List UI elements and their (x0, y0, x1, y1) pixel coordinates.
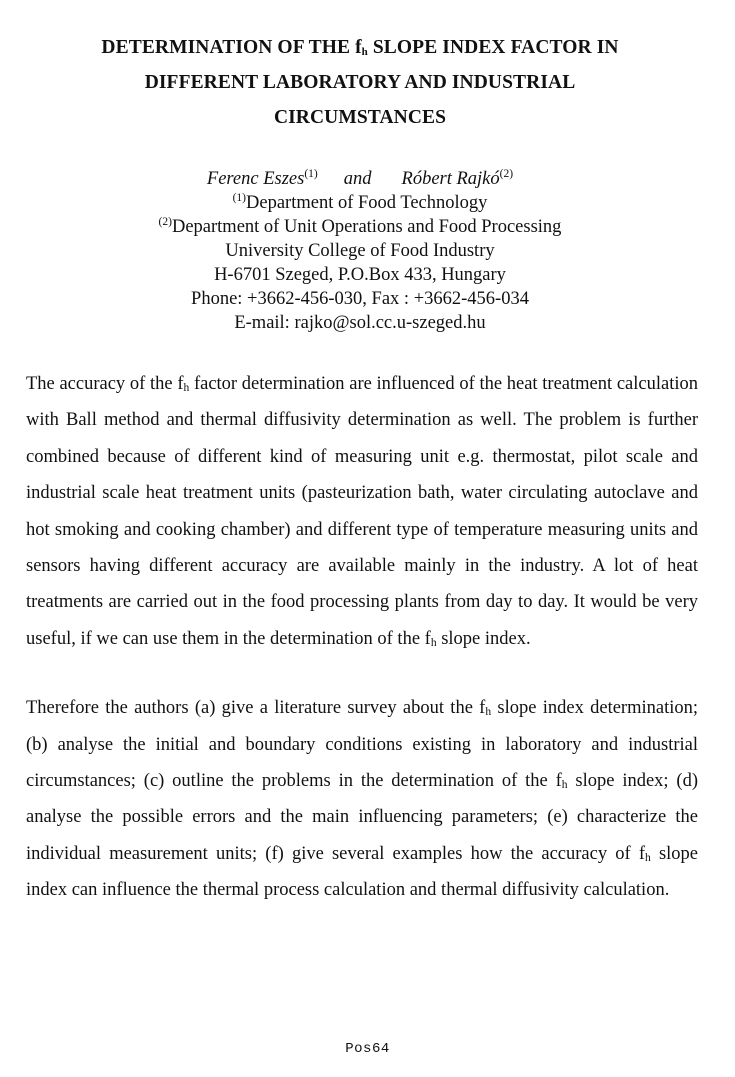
abstract-body (26, 366, 698, 909)
p2-text-a: Therefore the authors (a) give a literature survey about the f (26, 698, 486, 719)
p1-subscript-2: h (430, 636, 437, 649)
p2-subscript-1: h (485, 706, 492, 719)
author-1-name: Ferenc Eszes (206, 169, 305, 189)
affiliation-2-text: Department of Unit Operations and Food Processing (171, 217, 562, 237)
author-names (60, 167, 660, 191)
affiliation-2-mark: (2) (158, 216, 172, 228)
p2-subscript-2: h (561, 779, 568, 792)
title-line-3: CIRCUMSTANCES (273, 107, 447, 128)
author-1-mark: (1) (304, 168, 318, 180)
title-subscript: h (361, 46, 368, 58)
author-block (60, 167, 660, 335)
paper-title (40, 30, 680, 135)
affiliation-1-text: Department of Food Technology (246, 193, 488, 213)
postal-address: H-6701 Szeged, P.O.Box 433, Hungary (214, 265, 506, 285)
title-line-1 (40, 30, 680, 65)
title-line-1-end: SLOPE INDEX FACTOR IN (367, 37, 619, 58)
page-number: Pos64 (345, 1041, 390, 1057)
p1-text-b: factor determination are influenced of the heat treatment calculation with Ball method and thermal diffusivity determination as well. The problem is further combined because of different kind of measuring unit e.g. thermostat, pilot scale and industrial scale heat treatment units (pasteurization bath, water circulating autoclave and hot smoking and cooking chamber) and different type of temperature measuring units and sensors having different accuracy are available mainly in the industry. A lot of heat treatments are carried out in the food processing plants from day to day. It would be very useful, if we can use them in the determination of the f (26, 374, 698, 649)
title-line-1-text: DETERMINATION OF THE f (101, 37, 362, 58)
p2-subscript-3: h (645, 851, 651, 864)
p1-subscript-1: h (183, 382, 190, 394)
p1-text-a: The accuracy of the f (26, 374, 184, 394)
author-2-mark: (2) (499, 168, 514, 180)
p2-text-b: slope index determination; (b) analyse the initial and boundary conditions existing in laboratory and industrial circumstances; (c) outline the problems in the determination of the f (26, 698, 698, 792)
abstract-paragraph-1 (26, 366, 698, 657)
author-conjunction: and (343, 169, 372, 189)
p2-text-c: slope index; (d) analyse the possible errors and the main influencing parameters; (e) characterize the individual measurement units; (f) give several examples how the accuracy of f (26, 771, 698, 864)
affiliation-2 (60, 215, 660, 239)
institution: University College of Food Industry (225, 241, 495, 261)
p1-text-c: slope index. (436, 628, 531, 649)
email-address: E-mail: rajko@sol.cc.u-szeged.hu (234, 313, 486, 333)
p2-text-d: slope index can influence the thermal process calculation and thermal diffusivity calculation. (26, 843, 698, 901)
affiliation-1-mark: (1) (232, 192, 247, 204)
affiliation-1 (60, 191, 660, 215)
phone-fax: Phone: +3662-456-030, Fax : +3662-456-034 (191, 289, 529, 309)
author-2-name: Róbert Rajkó (401, 169, 500, 189)
title-line-2: DIFFERENT LABORATORY AND INDUSTRIAL (144, 72, 576, 93)
abstract-paragraph-2 (26, 690, 698, 908)
